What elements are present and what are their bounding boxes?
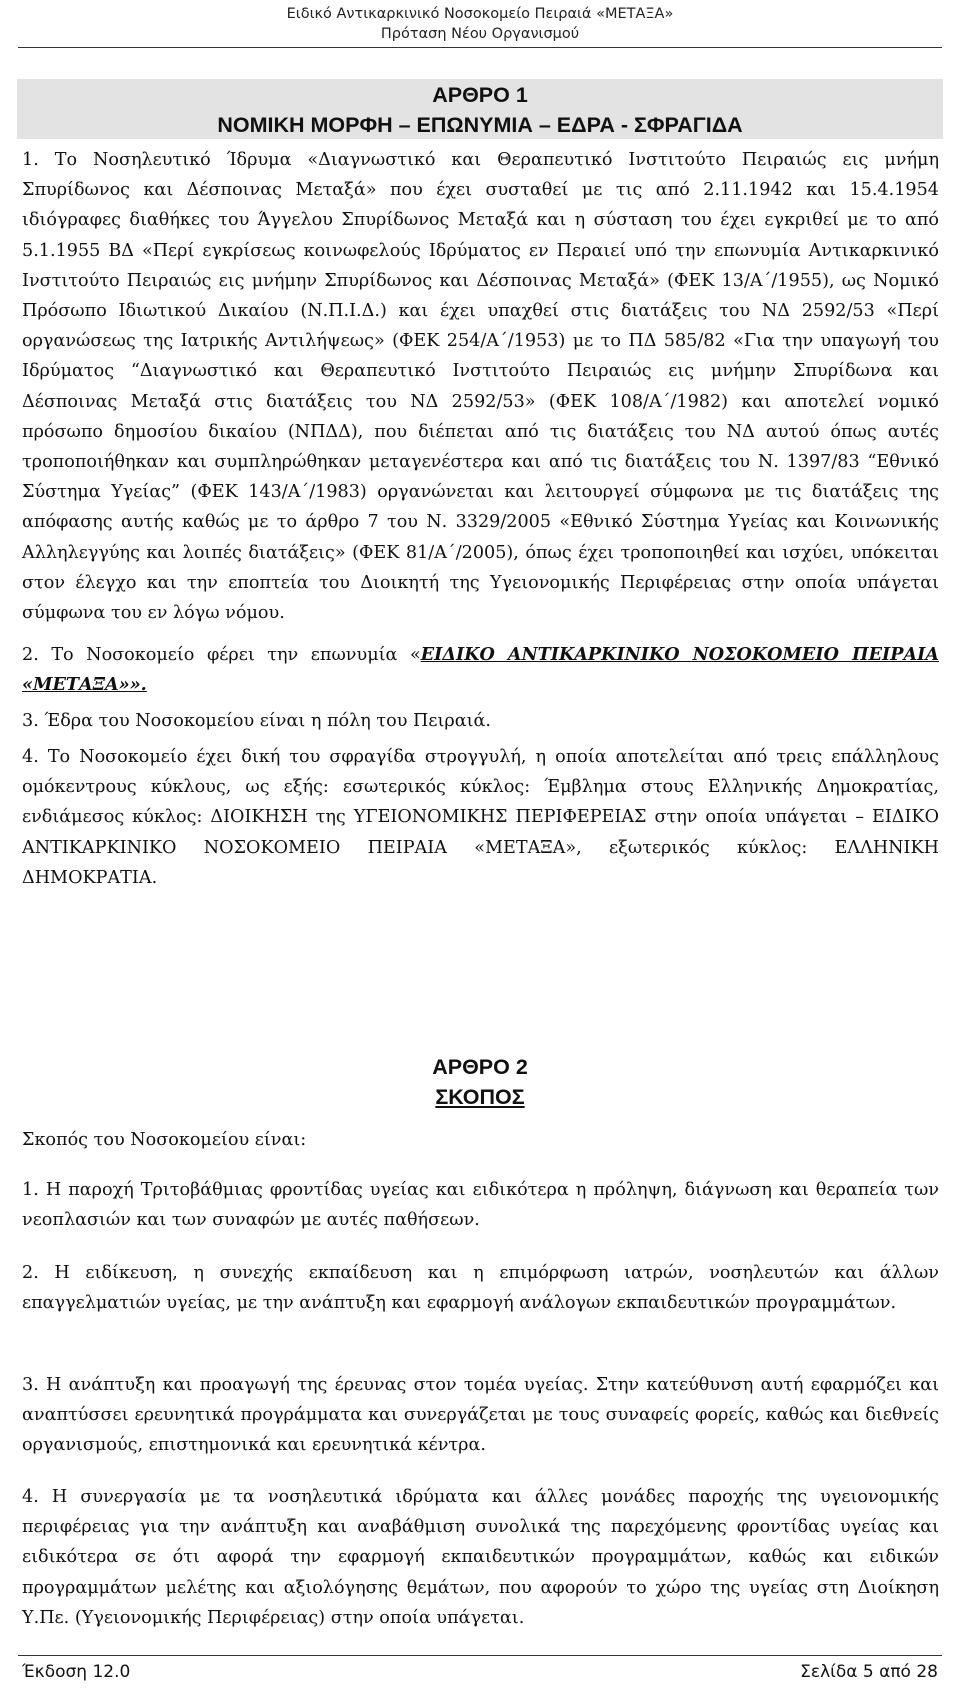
article1-heading: ΑΡΘΡΟ 1 xyxy=(432,83,528,107)
page-header xyxy=(0,4,960,44)
article1-paragraph-1 xyxy=(22,145,939,628)
article2-p2-text: 2. Η ειδίκευση, η συνεχής εκπαίδευση και η επιμόρφωση ιατρών, νοσηλευτών και άλλων επαγγελματιών υγείας, με την ανάπτυξη και εφαρμογή ανάλογων εκπαιδευτικών προγραμμάτων. xyxy=(22,1263,939,1314)
article1-p1-text: 1. Το Νοσηλευτικό Ίδρυμα «Διαγνωστικό και Θεραπευτικό Ινστιτούτο Πειραιώς εις μνήμη Σπυρίδωνος και Δέσποινας Μεταξά» που έχει συσταθεί με τις από 2.11.1942 και 15.4.1954 ιδιόγραφες διαθήκες του Άγγελου Σπυρίδωνος Μεταξά και η σύσταση του έχει εγκριθεί με το από 5.1.1955 ΒΔ «Περί εγκρίσεως κοινωφελούς Ιδρύματος εν Περαιεί υπό την επωνυμία Αντικαρκινικό Ινστιτούτο Πειραιώς εις μνήμην Σπυρίδωνος και Δέσποινας Μεταξά» (ΦΕΚ 13/Α΄/1955), ως Νομικό Πρόσωπο Ιδιωτικού Δικαίου (Ν.Π.Ι.Δ.) και έχει υπαχθεί στις διατάξεις του ΝΔ 2592/53 «Περί οργανώσεως της Ιατρικής Αντιλήψεως» (ΦΕΚ 254/Α΄/1953) με το ΠΔ 585/82 «Για την υπαγωγή του Ιδρύματος “Διαγνωστικό και Θεραπευτικό Ινστιτούτο Πειραιώς εις μνήμην Σπυρίδωνα και Δέσποινας Μεταξά στις διατάξεις του ΝΔ 2592/53» (ΦΕΚ 108/Α΄/1982) και αποτελεί νομικό πρόσωπο δημοσίου δικαίου (ΝΠΔΔ), που διέπεται από τις διατάξεις του ΝΔ αυτού όπως αυτές τροποποιήθηκαν και συμπληρώθηκαν μεταγενέστερα και από τις διατάξεις του Ν. 1397/83 “Εθνικό Σύστημα Υγείας” (ΦΕΚ 143/Α΄/1983) οργανώνεται και λειτουργεί σύμφωνα με τις διατάξεις της απόφασης αυτής καθώς με το άρθρο 7 του Ν. 3329/2005 «Εθνικό Σύστημα Υγείας και Κοινωνικής Αλληλεγγύης και λοιπές διατάξεις» (ΦΕΚ 81/Α΄/2005), όπως έχει τροποποιηθεί και ισχύει, υπόκειται στον έλεγχο και την εποπτεία του Διοικητή της Υγειονομικής Περιφέρειας στην οποία υπάγεται σύμφωνα του εν λόγω νόμου. xyxy=(22,150,939,624)
article2-p4-text: 4. Η συνεργασία με τα νοσηλευτικά ιδρύματα και άλλες μονάδες παροχής της υγειονομικής περιφέρειας για την ανάπτυξη και αναβάθμιση συνολικά της παρεχόμενης φροντίδας υγείας και ειδικότερα σε ότι αφορά την εφαρμογή εκπαιδευτικών προγραμμάτων, καθώς και ειδικών προγραμμάτων μελέτης και αξιολόγησης θεμάτων, που αφορούν το χώρο της υγείας στη Διοίκηση Υ.Πε. (Υγειονομικής Περιφέρειας) στην οποία υπάγεται. xyxy=(22,1487,939,1628)
article2-intro xyxy=(22,1125,939,1155)
header-organization: Ειδικό Αντικαρκινικό Νοσοκομείο Πειραιά «ΜΕΤΑΞΑ» xyxy=(286,6,674,22)
article2-intro-text: Σκοπός του Νοσοκομείου είναι: xyxy=(22,1130,307,1150)
article1-p2-text xyxy=(22,640,939,700)
article1-paragraph-4 xyxy=(22,742,939,893)
article1-title xyxy=(17,80,943,140)
article1-paragraph-3 xyxy=(22,706,939,736)
article2-paragraph-2 xyxy=(22,1258,939,1318)
article2-title xyxy=(260,1052,700,1112)
article1-p4-text: 4. Το Νοσοκομείο έχει δική του σφραγίδα στρογγυλή, η οποία αποτελείται από τρεις επάλληλους ομόκεντρους κύκλους, ως εξής: εσωτερικός κύκλος: Έμβλημα στους Ελληνικής Δημοκρατίας, ενδιάμεσος κύκλος: ΔΙΟΙΚΗΣΗ της ΥΓΕΙΟΝΟΜΙΚΗΣ ΠΕΡΙΦΕΡΕΙΑΣ στην οποία υπάγεται – ΕΙΔΙΚΟ ΑΝΤΙΚΑΡΚΙΝΙΚΟ ΝΟΣΟΚΟΜΕΙΟ ΠΕΙΡΑΙΑ «ΜΕΤΑΞΑ», εξωτερικός κύκλος: ΕΛΛΗΝΙΚΗ ΔΗΜΟΚΡΑΤΙΑ. xyxy=(22,747,939,888)
article2-paragraph-1 xyxy=(22,1175,939,1235)
article2-p3-text: 3. Η ανάπτυξη και προαγωγή της έρευνας στον τομέα υγείας. Στην κατεύθυνση αυτή εφαρμόζει και αναπτύσσει ερευνητικά προγράμματα και συνεργάζεται με τους συναφείς φορείς, καθώς και διεθνείς οργανισμούς, επιστημονικά και ερευνητικά κέντρα. xyxy=(22,1375,939,1456)
header-divider xyxy=(18,47,942,48)
article2-paragraph-3 xyxy=(22,1370,939,1461)
article2-p1-text: 1. Η παροχή Τριτοβάθμιας φροντίδας υγείας και ειδικότερα η πρόληψη, διάγνωση και θεραπεία των νεοπλασιών και των συναφών με αυτές παθήσεων. xyxy=(22,1180,939,1231)
header-document-title: Πρόταση Νέου Οργανισμού xyxy=(380,26,580,42)
article2-heading: ΑΡΘΡΟ 2 xyxy=(432,1055,528,1079)
article2-paragraph-4 xyxy=(22,1482,939,1633)
article1-subheading: ΝΟΜΙΚΗ ΜΟΡΦΗ – ΕΠΩΝΥΜΙΑ – ΕΔΡΑ - ΣΦΡΑΓΙΔΑ xyxy=(217,113,743,137)
page-footer xyxy=(22,1661,938,1683)
article2-subheading: ΣΚΟΠΟΣ xyxy=(435,1085,525,1109)
hospital-name: ΕΙΔΙΚΟ ΑΝΤΙΚΑΡΚΙΝΙΚΟ ΝΟΣΟΚΟΜΕΙΟ ΠΕΙΡΑΙΑ «ΜΕΤΑΞΑ»». xyxy=(22,644,939,696)
footer-version: Έκδοση 12.0 xyxy=(22,1662,131,1682)
footer-divider xyxy=(18,1655,942,1656)
footer-page-number: Σελίδα 5 από 28 xyxy=(800,1662,938,1682)
article1-p2-prefix: 2. Το Νοσοκομείο φέρει την επωνυμία « xyxy=(22,645,421,665)
article1-paragraph-2 xyxy=(22,640,939,700)
article1-p3-text: 3. Έδρα του Νοσοκομείου είναι η πόλη του Πειραιά. xyxy=(22,711,491,731)
